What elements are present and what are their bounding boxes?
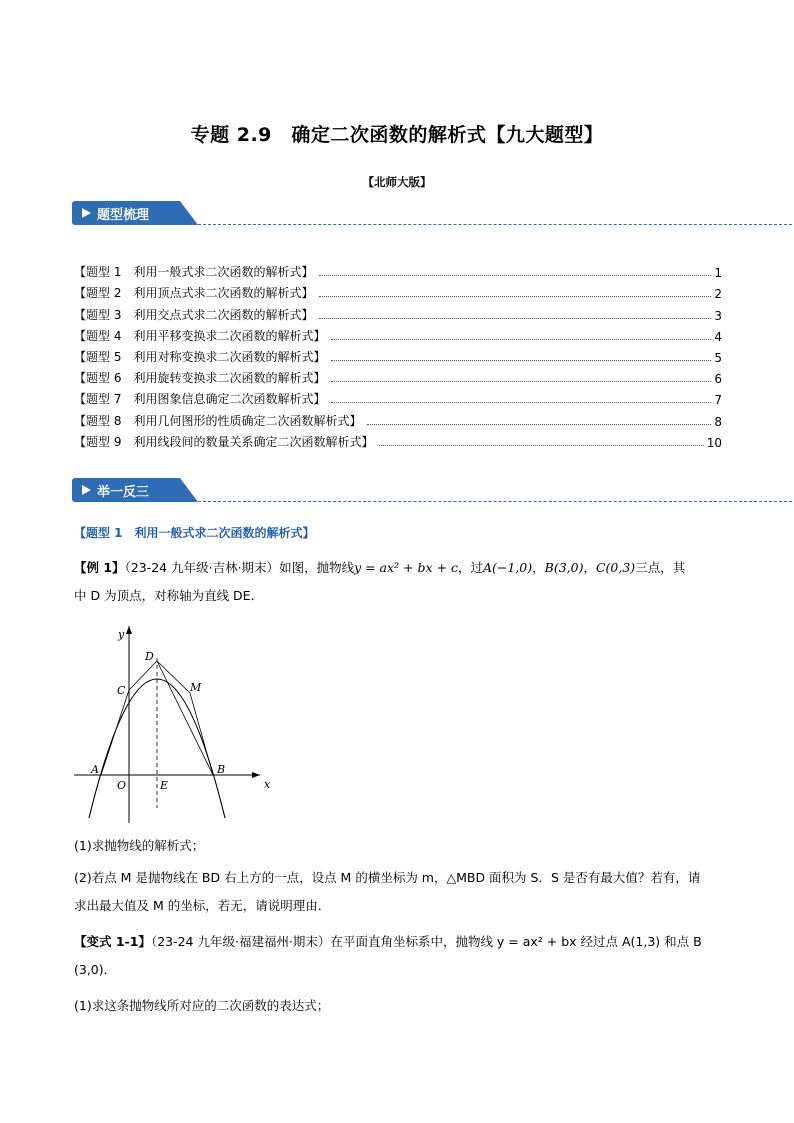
toc-leader (367, 424, 711, 425)
toc-page-number: 1 (714, 266, 722, 281)
toc-row[interactable] (74, 259, 722, 280)
variant-tag: 【变式 1-1】 (74, 934, 151, 949)
toc-leader (331, 381, 711, 382)
point-a: A(−1,0) (482, 560, 533, 575)
question-1: (1)求抛物线的解析式； (74, 838, 205, 853)
toc-label: 【题型 3 利用交点式求二次函数的解析式】 (74, 307, 314, 322)
variant-source: （23-24 九年级·福建福州·期末） (150, 934, 331, 949)
example-text: ，过 (457, 560, 483, 575)
toc-page-number: 10 (706, 435, 722, 450)
label-d: D (145, 650, 154, 663)
question-2-line2: 求出最大值及 M 的坐标，若无，请说明理由． (74, 898, 331, 913)
parabola-figure (74, 618, 274, 828)
toc-label: 【题型 7 利用图象信息确定二次函数解析式】 (74, 392, 326, 407)
section-heading: 【题型 1 利用一般式求二次函数的解析式】 (74, 526, 315, 540)
toc-row[interactable] (74, 429, 722, 450)
play-icon (82, 208, 91, 218)
practice-banner-label: 举一反三 (97, 485, 150, 500)
label-c: C (117, 684, 126, 697)
variant-question-1: (1)求这条抛物线所对应的二次函数的表达式； (74, 998, 330, 1013)
y-axis-arrow (126, 626, 132, 634)
toc-label: 【题型 9 利用线段间的数量关系确定二次函数解析式】 (74, 434, 374, 449)
example-text: 如图，抛物线 (279, 560, 355, 575)
toc-label: 【题型 1 利用一般式求二次函数的解析式】 (74, 265, 314, 280)
toc-page-number: 8 (714, 414, 722, 429)
variant-1-1 (74, 928, 722, 984)
toc-row[interactable] (74, 323, 722, 344)
example-source: （23-24 九年级·吉林·期末） (124, 560, 280, 575)
x-axis-arrow (252, 772, 260, 778)
toc-label: 【题型 6 利用旋转变换求二次函数的解析式】 (74, 371, 326, 386)
toc-row[interactable] (74, 280, 722, 301)
toc-label: 【题型 2 利用顶点式求二次函数的解析式】 (74, 286, 314, 301)
variant-text: 在平面直角坐标系中，抛物线 y = ax² + bx 经过点 A(1,3) 和点 B (330, 934, 702, 949)
toc-row[interactable] (74, 365, 722, 386)
toc-leader (379, 445, 703, 446)
example-text: 三点，其 (635, 560, 686, 575)
label-m: M (190, 681, 202, 694)
table-of-contents (74, 259, 722, 450)
label-o: O (117, 779, 127, 792)
toc-leader (331, 339, 711, 340)
segment-dm (157, 661, 190, 693)
overview-banner-label: 题型梳理 (97, 208, 150, 223)
toc-row[interactable] (74, 301, 722, 322)
toc-label: 【题型 4 利用平移变换求二次函数的解析式】 (74, 328, 326, 343)
segment-ac (101, 690, 129, 775)
label-b: B (217, 763, 226, 776)
toc-leader (319, 275, 711, 276)
toc-row[interactable] (74, 344, 722, 365)
practice-banner (72, 478, 792, 502)
toc-page-number: 2 (714, 287, 722, 302)
toc-label: 【题型 5 利用对称变换求二次函数的解析式】 (74, 349, 326, 364)
segment-mb (190, 693, 213, 775)
segment-cd (129, 661, 157, 690)
example-equation: y = ax² + bx + c (354, 560, 458, 575)
toc-leader (331, 360, 711, 361)
toc-leader (319, 318, 711, 319)
toc-page-number: 3 (714, 308, 722, 323)
toc-row[interactable] (74, 407, 722, 428)
toc-label: 【题型 8 利用几何图形的性质确定二次函数解析式】 (74, 413, 362, 428)
point-c: C(0,3) (595, 560, 636, 575)
example-1: 【例 1】（23-24 九年级·吉林·期末）如图，抛物线y = ax² + bx + c，过A(−1,0)，B(3,0)，C(0,3)三点，其 中 D 为顶点，对称轴为直线 DE． (74, 560, 686, 603)
toc-leader (331, 402, 711, 403)
x-label: x (264, 778, 271, 791)
label-a: A (91, 763, 99, 776)
question-2 (74, 864, 722, 920)
example-line2: 中 D 为顶点，对称轴为直线 DE． (74, 588, 264, 603)
question-2-line1: (2)若点 M 是抛物线在 BD 右上方的一点，设点 M 的横坐标为 m，△MBD 面积为 S．S 是否有最大值？若有，请 (74, 870, 701, 885)
label-e: E (160, 779, 169, 792)
segment-db (157, 661, 213, 775)
play-icon (82, 485, 91, 495)
toc-page-number: 4 (714, 329, 722, 344)
toc-leader (319, 296, 711, 297)
edition-label: 【北师大版】 (362, 175, 432, 189)
point-b: B(3,0) (544, 560, 584, 575)
toc-page-number: 5 (714, 350, 722, 365)
toc-page-number: 6 (714, 372, 722, 387)
toc-page-number: 7 (714, 393, 722, 408)
y-label: y (118, 628, 125, 641)
overview-banner (72, 201, 792, 225)
page-title: 专题 2.9 确定二次函数的解析式【九大题型】 (190, 124, 604, 146)
variant-line2: (3,0)． (74, 962, 117, 977)
example-tag: 【例 1】 (74, 560, 125, 575)
toc-row[interactable] (74, 386, 722, 407)
